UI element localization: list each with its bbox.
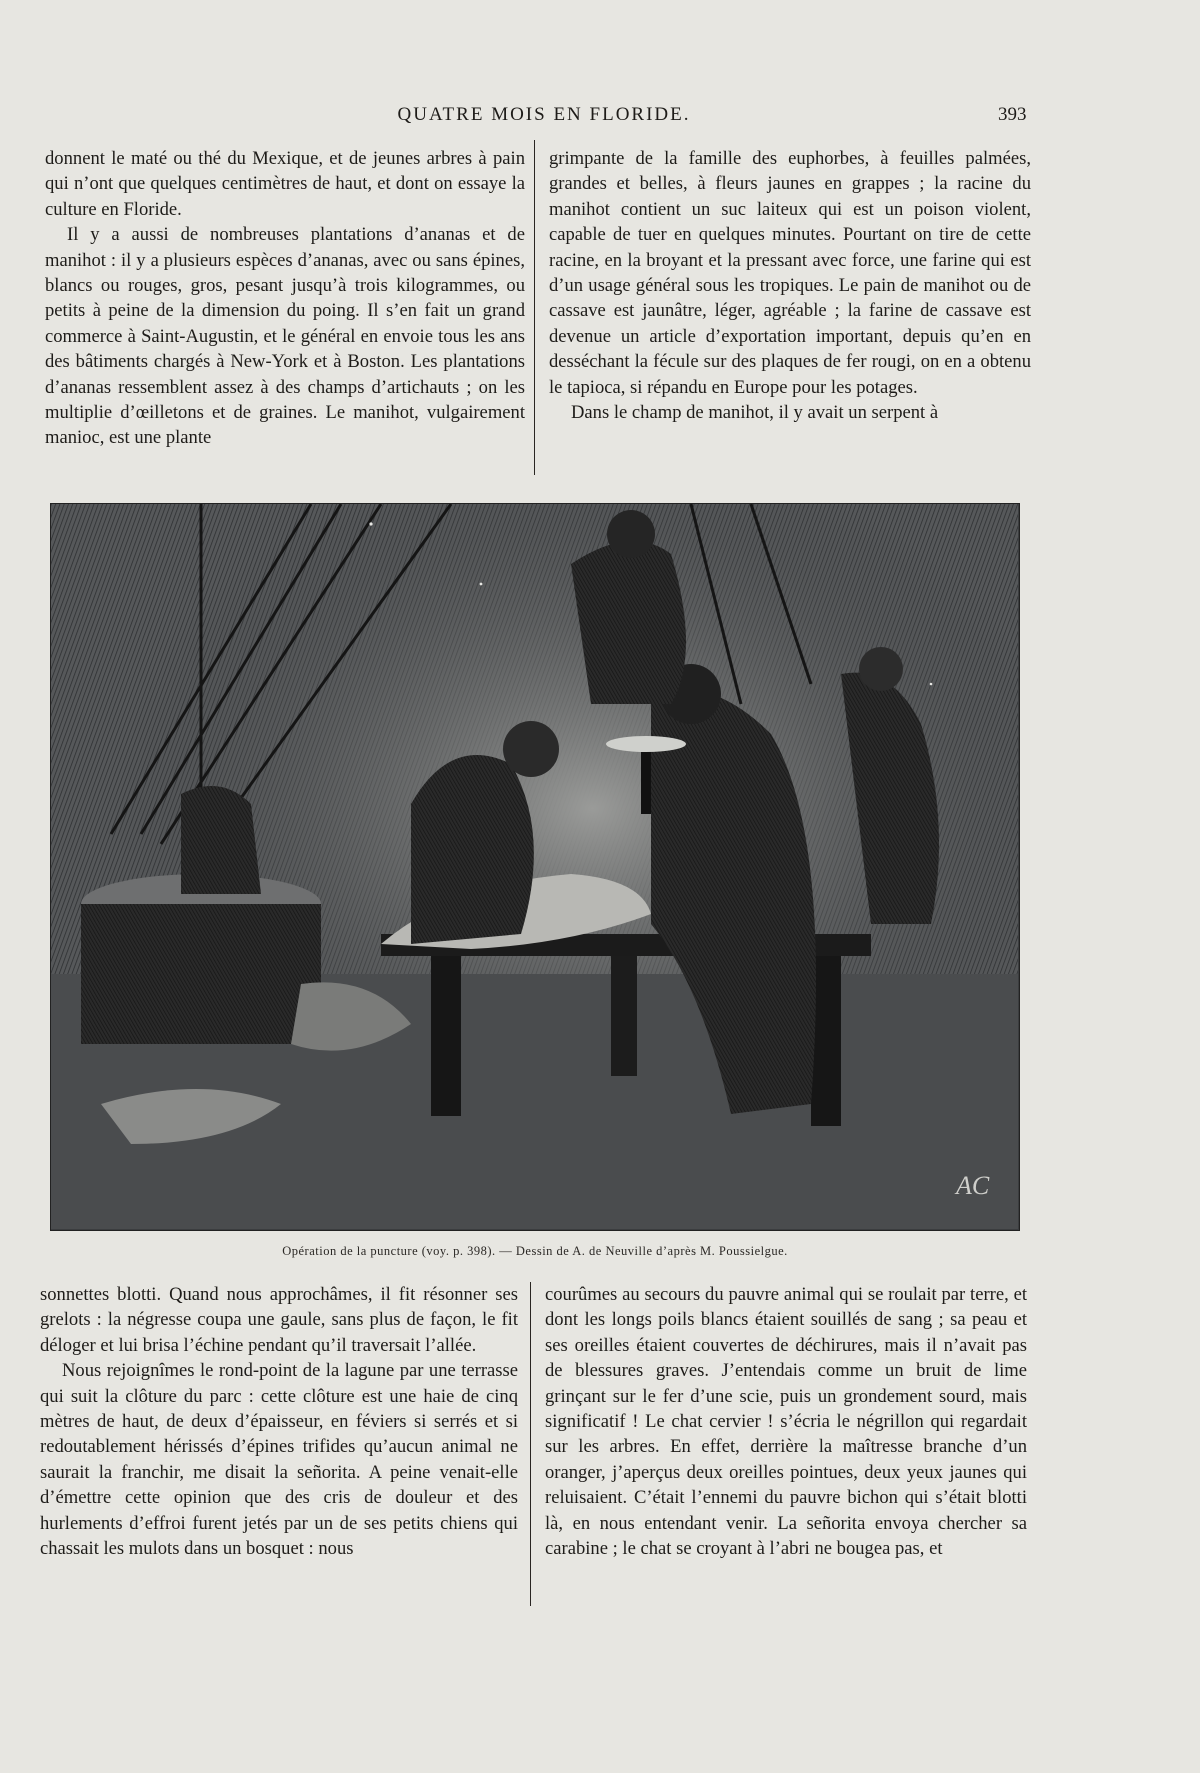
paragraph: courûmes au secours du pauvre animal qui se roulait par terre, et dont les longs poils blancs étaient souillés de sang ; sa peau et ses oreilles étaient couvertes de déchirures, mais il n’avait pas de blessures graves. J’entendais comme un bruit de lime grinçant sur le fer d’une scie, puis un grondement sourd, mais significatif ! Le chat cervier ! s’écria le négrillon qui regardait sur les arbres. En effet, derrière la maîtresse branche d’un oranger, j’aperçus deux oreilles pointues, deux yeux jaunes qui reluisaient. C’était l’ennemi du pauvre bichon qui s’était blotti là, en nous entendant venir. La señorita envoya chercher sa carabine ; le chat se croyant à l’abri ne bougea pas, et <box>545 1284 1027 1560</box>
illustration-caption: Opération de la puncture (voy. p. 398). — Dessin de A. de Neuville d’après M. Poussielgue. <box>282 1244 788 1258</box>
paragraph: Il y a aussi de nombreuses plantations d’ananas et de manihot : il y a plusieurs espèces d’ananas, avec ou sans épines, blancs ou rouges, gros, pesant jusqu’à trois kilogrammes, ou petits à peine de la dimension du poing. Il s’en fait un grand commerce à Saint-Augustin, et le général en envoie tous les ans des bâtiments chargés à New-York et à Boston. Les plantations d’ananas ressemblent assez à des champs d’artichauts ; on les multiplie d’œilletons et de graines. Le manihot, vulgairement manioc, est une plante <box>45 224 525 449</box>
top-right-column <box>549 146 1031 425</box>
paragraph: donnent le maté ou thé du Mexique, et de jeunes arbres à pain qui n’ont que quelques centimètres de haut, et dont on essaye la culture en Floride. <box>45 148 525 220</box>
bottom-right-column <box>545 1282 1027 1561</box>
bottom-left-column <box>40 1282 518 1561</box>
paragraph: sonnettes blotti. Quand nous approchâmes, il fit résonner ses grelots : la négresse coupa une gaule, sans plus de façon, le fit déloger et lui brisa l’échine pendant qu’il traversait l’allée. <box>40 1284 518 1356</box>
page-number: 393 <box>998 104 1027 125</box>
artist-signature: AC <box>956 1171 990 1200</box>
column-rule-bottom <box>530 1282 531 1606</box>
top-left-column <box>45 146 525 451</box>
running-title: QUATRE MOIS EN FLORIDE. <box>397 104 691 125</box>
engraving-illustration <box>50 503 1020 1231</box>
paragraph: Nous rejoignîmes le rond-point de la lagune par une terrasse qui suit la clôture du parc : cette clôture est une haie de cinq mètres de haut, de deux d’épaisseur, en féviers si serrés et si redoutablement hérissés d’épines trifides qu’aucun animal ne saurait la franchir, me disait la señorita. A peine venait-elle d’émettre cette opinion que des cris de douleur et des hurlements d’effroi furent jetés par un de ses petits chiens qui chassait les mulots dans un bosquet : nous <box>40 1360 518 1560</box>
paragraph: Dans le champ de manihot, il y avait un serpent à <box>571 402 939 424</box>
engraving-scene <box>51 504 1018 1229</box>
column-rule-top <box>534 140 535 475</box>
paragraph: grimpante de la famille des euphorbes, à feuilles palmées, grandes et belles, à fleurs jaunes en grappes ; la racine du manihot contient un suc laiteux qui est un poison violent, capable de tuer en quelques minutes. Pourtant on tire de cette racine, en la broyant et la pressant avec force, une farine qui est d’un usage général sous les tropiques. Le pain de manihot ou de cassave est jaunâtre, léger, agréable ; la farine de cassave est devenue un article d’exportation important, depuis qu’en en desséchant la fécule sur des plaques de fer rougi, on en a obtenu le tapioca, si répandu en Europe pour les potages. <box>549 148 1031 398</box>
